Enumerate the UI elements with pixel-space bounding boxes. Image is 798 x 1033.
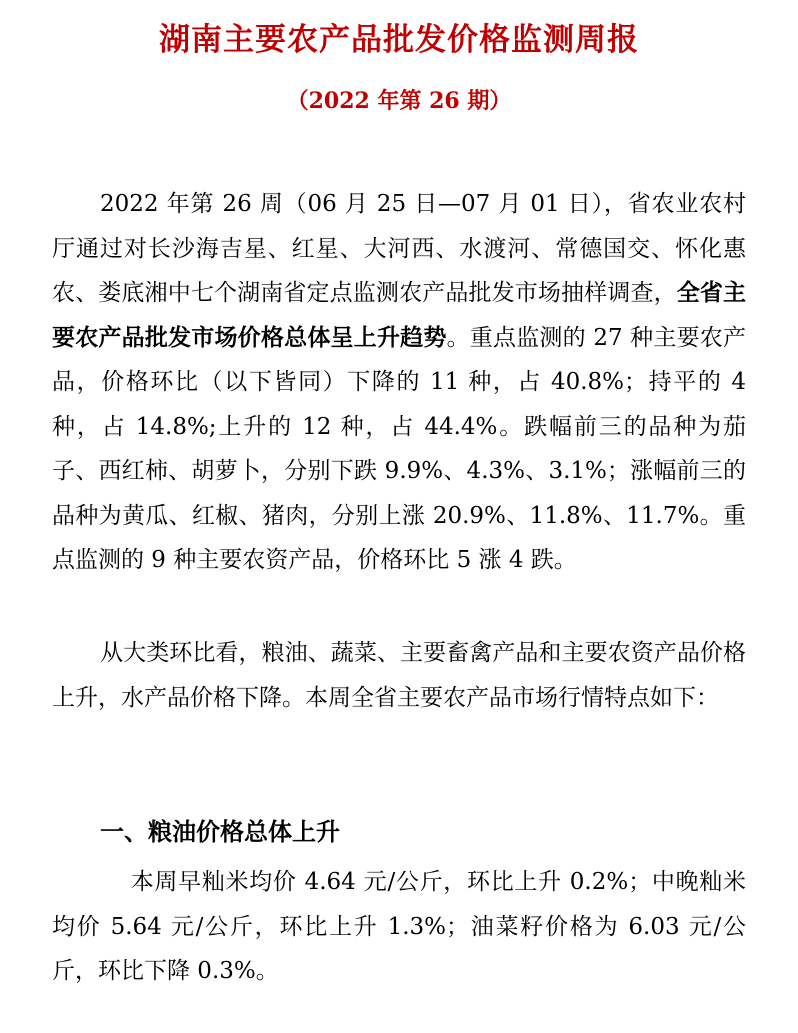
section1-paragraph [52, 860, 746, 994]
section1-heading: 一、粮油价格总体上升 [100, 818, 340, 846]
report-title: 湖南主要农产品批发价格监测周报 [159, 22, 639, 58]
issue-number: （2022 年第 26 期） [286, 88, 512, 114]
intro-emphasis: 全省主要农产品批发市场价格总体呈上升趋势 [52, 279, 747, 351]
intro-text-part2: 。重点监测的 27 种主要农产品，价格环比（以下皆同）下降的 11 种，占 40.8%；持平的 4 种，占 14.8%;上升的 12 种，占 44.4%。跌幅前三的品种为茄子、西红柿、胡萝卜，分别下跌 9.9%、4.3%、3.1%；涨幅前三的品种为黄瓜、红椒、猪肉，分别上涨 20.9%、11.8%、11.7%。重点监测的 9 种主要农资产品，价格环比 5 涨 4 跌。 [52, 324, 747, 573]
overview-paragraph [52, 631, 746, 720]
intro-paragraph [52, 182, 746, 583]
overview-text: 从大类环比看，粮油、蔬菜、主要畜禽产品和主要农资产品价格上升，水产品价格下降。本周全省主要农产品市场行情特点如下： [52, 640, 746, 711]
section1-text: 本周早籼米均价 4.64 元/公斤，环比上升 0.2%；中晚籼米均价 5.64 元/公斤，环比上升 1.3%；油菜籽价格为 6.03 元/公斤，环比下降 0.3%。 [52, 869, 746, 984]
intro-text-part1: 2022 年第 26 周（06 月 25 日—07 月 01 日），省农业农村厅通过对长沙海吉星、红星、大河西、水渡河、常德国交、怀化惠农、娄底湘中七个湖南省定点监测农产品批发市场抽样调查， [52, 191, 746, 306]
